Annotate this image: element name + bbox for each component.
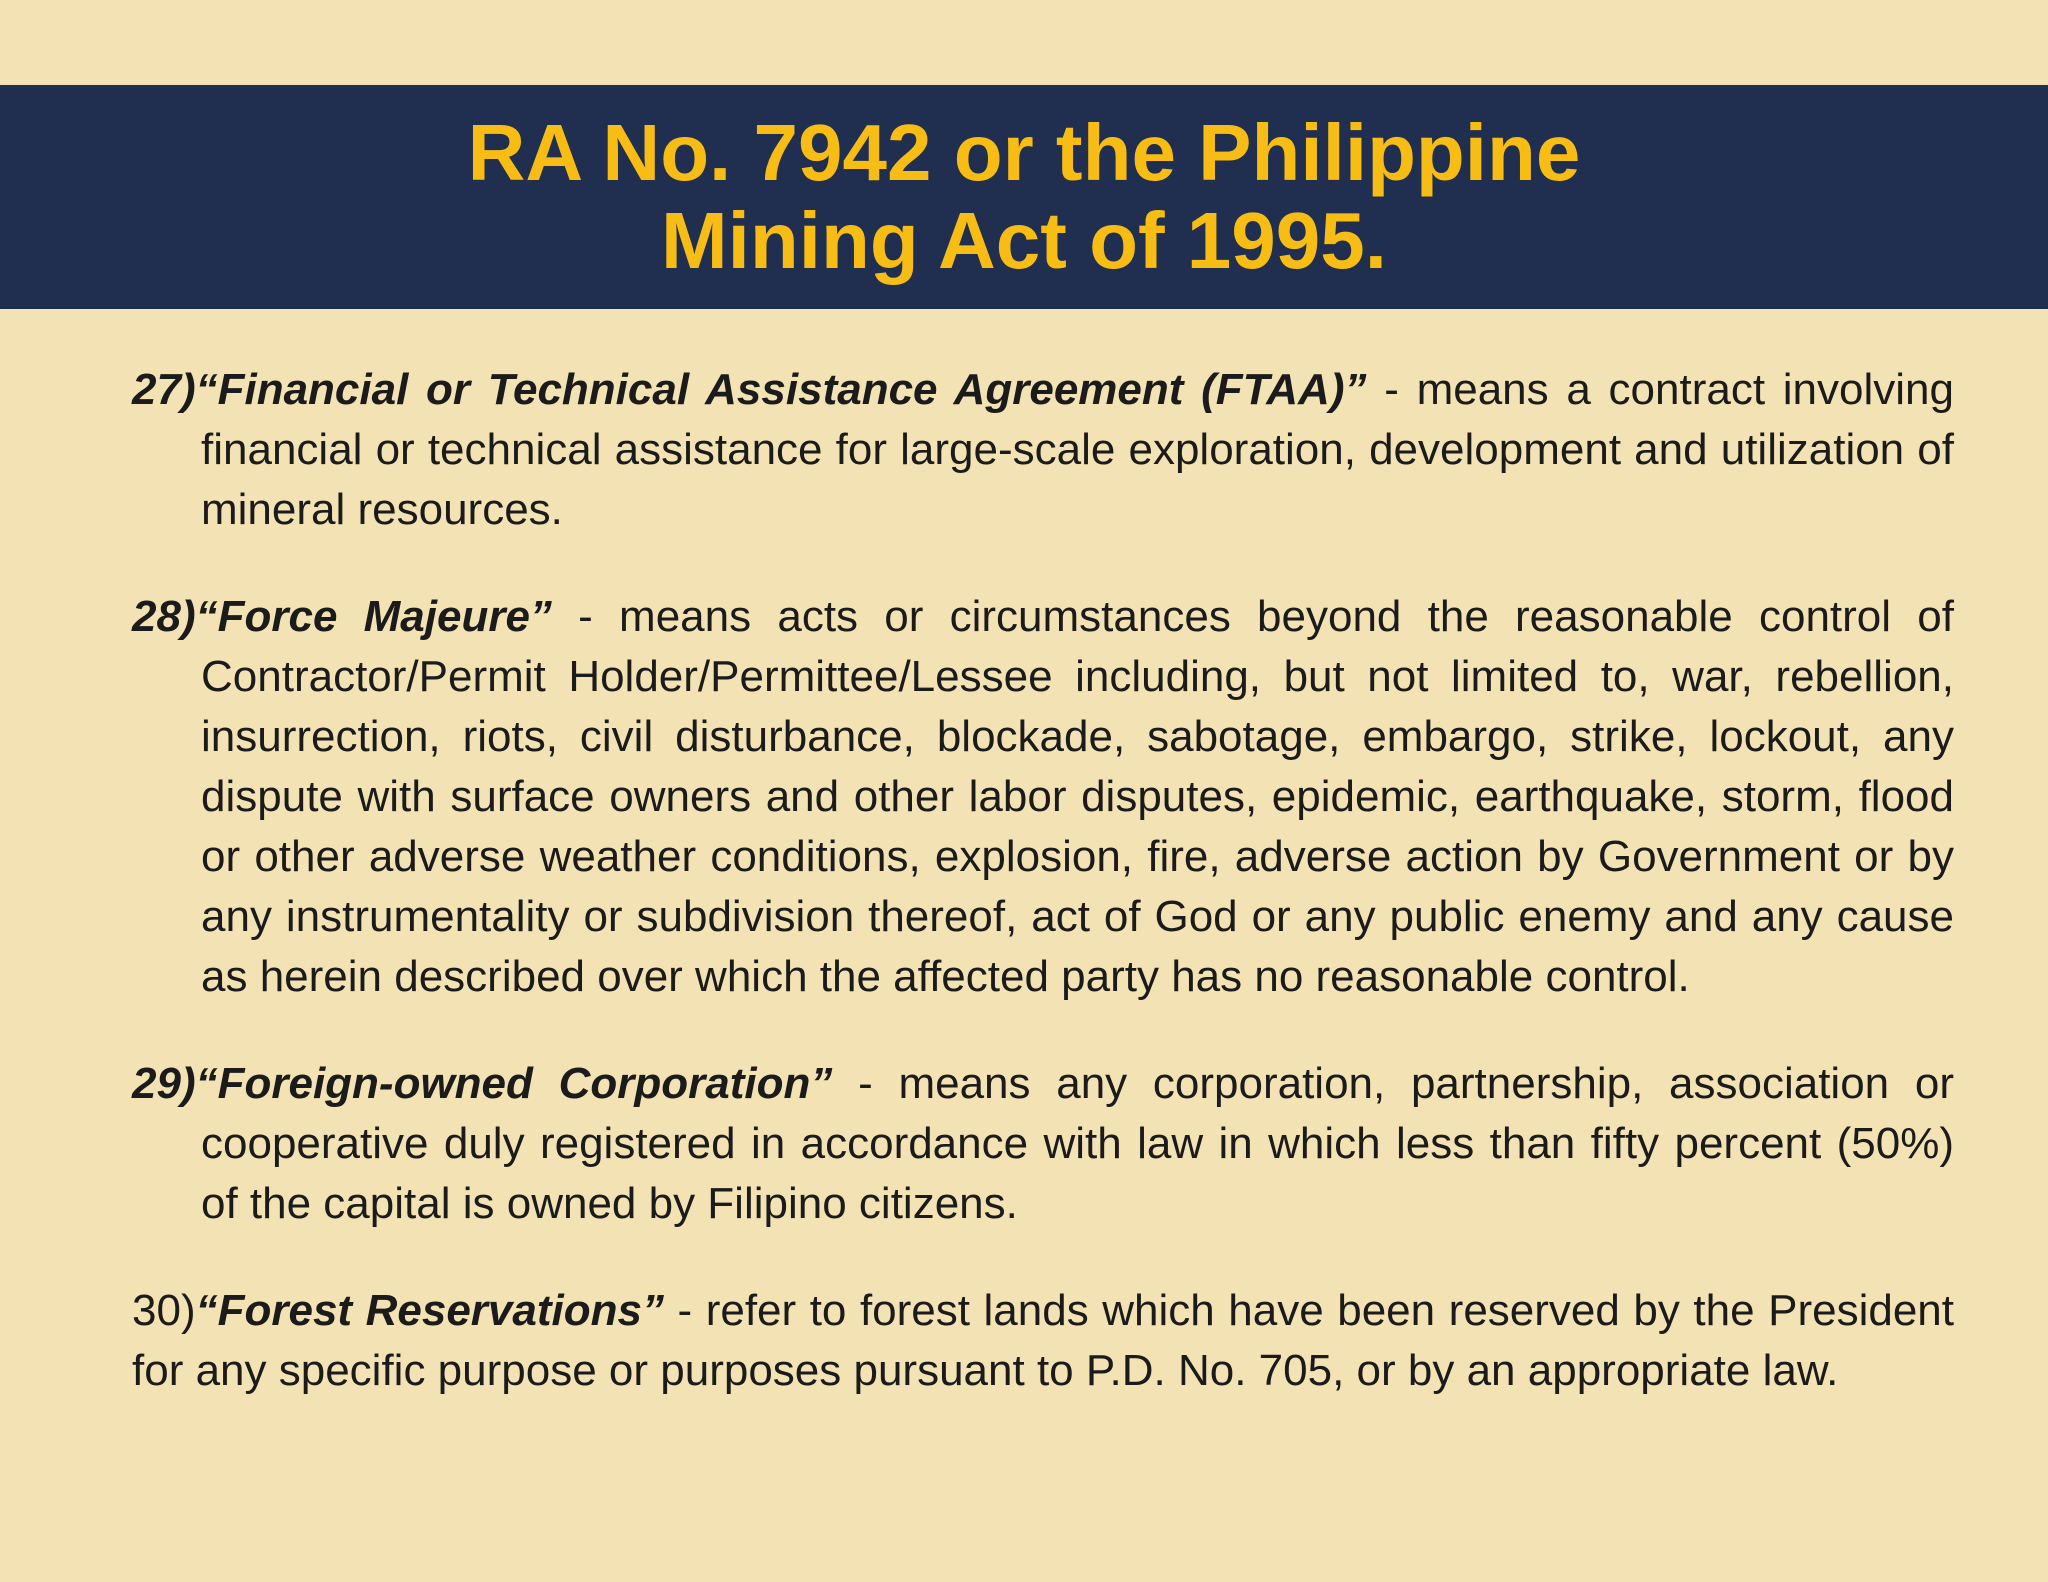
- definition-term: “Foreign-owned Corporation”: [195, 1059, 833, 1108]
- definition-27: [132, 360, 1954, 540]
- definitions-list: [132, 360, 1954, 1401]
- definition-29: [132, 1054, 1954, 1234]
- definition-number: 27): [132, 365, 196, 414]
- title-banner: [0, 85, 2048, 309]
- definition-term: “Forest Reservations”: [195, 1286, 664, 1335]
- definition-30: [132, 1281, 1954, 1401]
- definition-number: 29): [132, 1059, 196, 1108]
- page-title-line-1: RA No. 7942 or the Philippine: [467, 108, 1581, 197]
- definition-28: [132, 587, 1954, 1007]
- definition-text: - means any corporation, partnership, association or cooperative duly registered in accordance with law in which less than fifty percent (50%) of the capital is owned by Filipino citizens.: [201, 1059, 1954, 1228]
- definition-text: - refer to forest lands which have been reserved by the President for any specific purpose or purposes pursuant to P.D. No. 705, or by an appropriate law.: [132, 1286, 1954, 1395]
- definition-term: “Financial or Technical Assistance Agreement (FTAA)”: [195, 365, 1367, 414]
- definition-term: “Force Majeure”: [195, 592, 552, 641]
- page-title-line-2: Mining Act of 1995.: [660, 196, 1387, 285]
- definition-number: 28): [132, 592, 196, 641]
- definition-text: - means acts or circumstances beyond the reasonable control of Contractor/Permit Holder/Permittee/Lessee including, but not limited to, war, rebellion, insurrection, riots, civil disturbance, blockade, sabotage, embargo, strike, lockout, any dispute with surface owners and other labor disputes, epidemic, earthquake, storm, flood or other adverse weather conditions, explosion, fire, adverse action by Government or by any instrumentality or subdivision thereof, act of God or any public enemy and any cause as herein described over which the affected party has no reasonable control.: [201, 592, 1954, 1001]
- definition-text: - means a contract involving financial or technical assistance for large-scale exploration, development and utilization of mineral resources.: [201, 365, 1954, 534]
- definition-number: 30): [132, 1286, 196, 1335]
